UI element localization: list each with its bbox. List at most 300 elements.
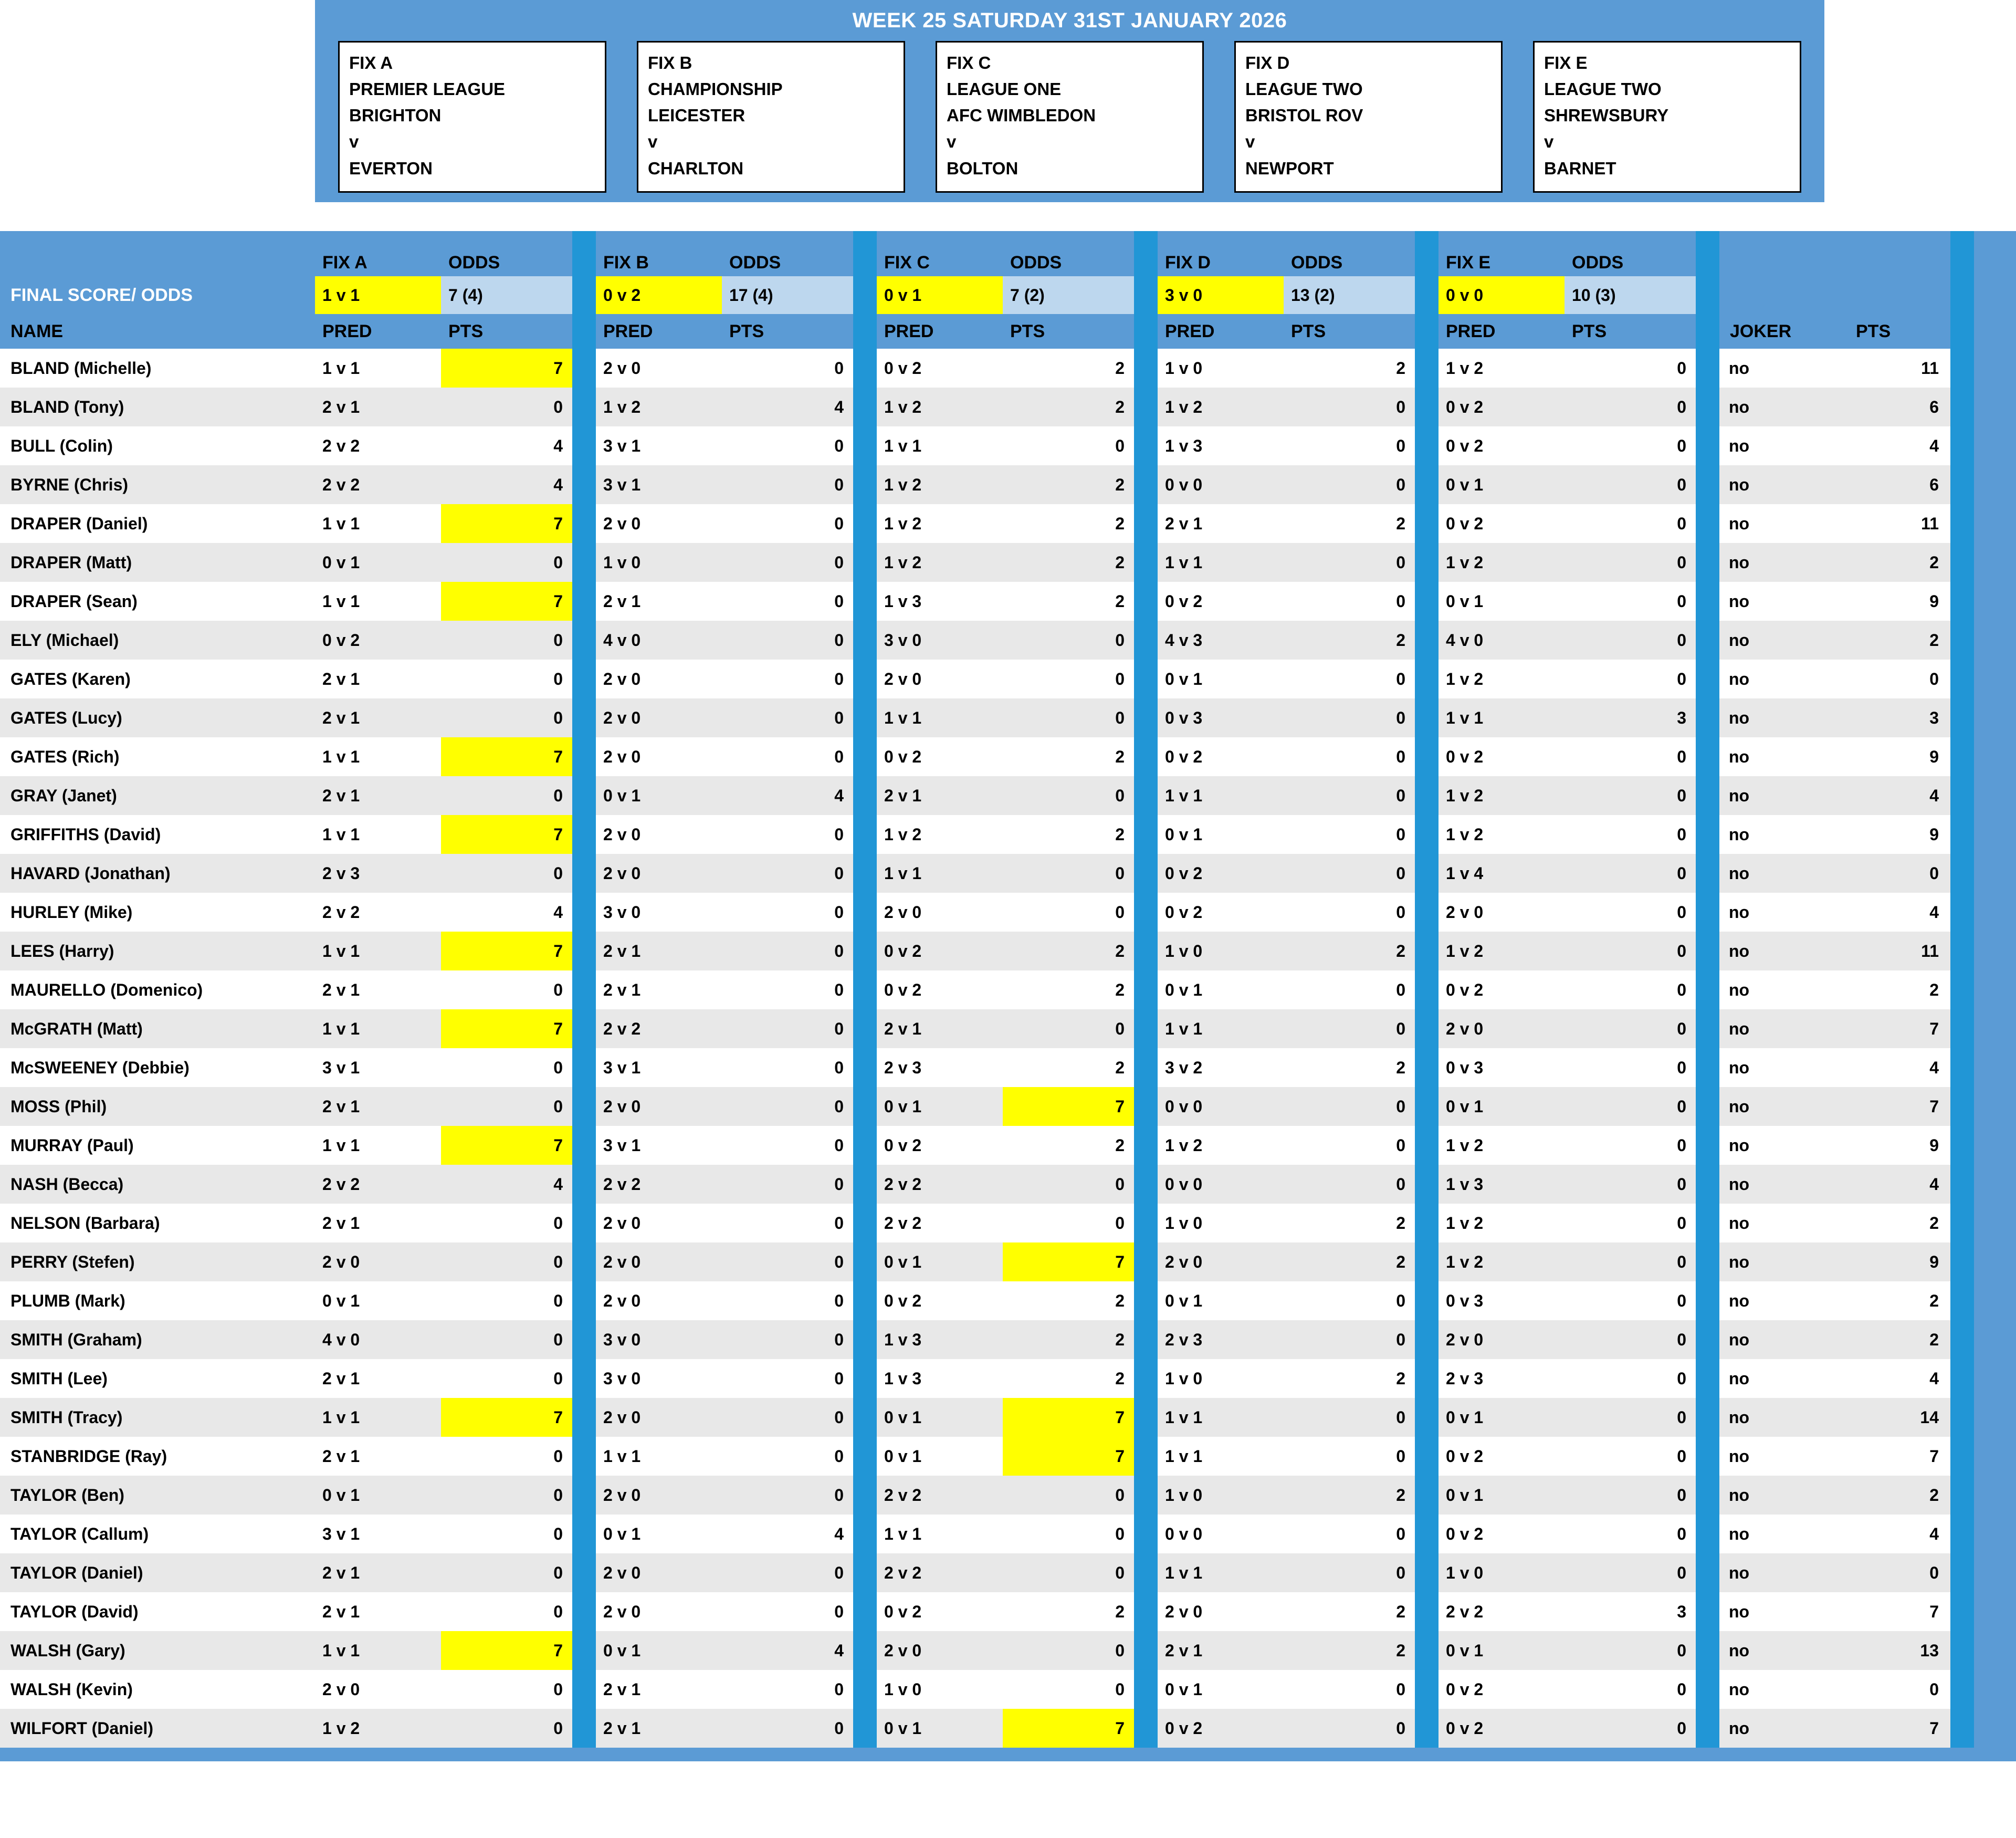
- points-0: 0: [441, 621, 572, 660]
- player-name: TAYLOR (Callum): [0, 1515, 315, 1553]
- table-row[interactable]: [0, 1359, 1974, 1398]
- header-fix-0: FIX A: [315, 231, 441, 276]
- points-4: 0: [1564, 465, 1696, 504]
- panel-edge: [1950, 1204, 1974, 1242]
- points-0: 0: [441, 1242, 572, 1281]
- panel-edge: [1950, 1087, 1974, 1126]
- column-divider: [1696, 349, 1719, 388]
- header-fix-4: FIX E: [1438, 231, 1564, 276]
- points-4: 0: [1564, 1126, 1696, 1165]
- total-points: 9: [1845, 582, 1950, 621]
- prediction-0: 2 v 2: [315, 1165, 441, 1204]
- column-divider: [1696, 932, 1719, 970]
- column-divider: [572, 1087, 596, 1126]
- joker-value: no: [1719, 1670, 1845, 1709]
- points-0: 4: [441, 426, 572, 465]
- column-divider: [1134, 815, 1158, 854]
- column-divider: [572, 1437, 596, 1476]
- prediction-2: 1 v 3: [877, 1320, 1003, 1359]
- fixture-home: BRISTOL ROV: [1245, 106, 1363, 126]
- week-title: WEEK 25 SATURDAY 31ST JANUARY 2026: [852, 9, 1287, 32]
- total-points: 6: [1845, 388, 1950, 426]
- points-0: 0: [441, 660, 572, 698]
- column-divider: [1134, 276, 1158, 314]
- player-name: ELY (Michael): [0, 621, 315, 660]
- table-row[interactable]: [0, 1048, 1974, 1087]
- player-name: PERRY (Stefen): [0, 1242, 315, 1281]
- column-divider: [572, 1359, 596, 1398]
- points-0: 0: [441, 1048, 572, 1087]
- prediction-1: 2 v 1: [596, 1709, 722, 1748]
- prediction-2: 0 v 2: [877, 737, 1003, 776]
- points-0: 0: [441, 1281, 572, 1320]
- table-row[interactable]: [0, 349, 1974, 388]
- table-row[interactable]: [0, 1437, 1974, 1476]
- total-points: 7: [1845, 1087, 1950, 1126]
- panel-edge: [1950, 1670, 1974, 1709]
- prediction-3: 0 v 1: [1158, 815, 1284, 854]
- joker-value: no: [1719, 582, 1845, 621]
- prediction-4: 0 v 1: [1438, 582, 1564, 621]
- column-divider: [853, 737, 877, 776]
- table-row[interactable]: [0, 1592, 1974, 1631]
- column-divider: [572, 231, 596, 276]
- prediction-1: 2 v 0: [596, 349, 722, 388]
- points-1: 0: [722, 854, 853, 893]
- table-row[interactable]: [0, 1709, 1974, 1748]
- prediction-4: 2 v 0: [1438, 893, 1564, 932]
- points-3: 2: [1284, 1204, 1415, 1242]
- points-4: 0: [1564, 932, 1696, 970]
- points-3: 0: [1284, 388, 1415, 426]
- column-divider: [572, 582, 596, 621]
- joker-value: no: [1719, 854, 1845, 893]
- table-row[interactable]: [0, 582, 1974, 621]
- player-name: DRAPER (Sean): [0, 582, 315, 621]
- column-divider: [1696, 231, 1719, 276]
- table-row[interactable]: [0, 1553, 1974, 1592]
- prediction-1: 2 v 0: [596, 1087, 722, 1126]
- final-odds-1: 17 (4): [722, 276, 853, 314]
- column-divider: [1696, 1398, 1719, 1437]
- column-divider: [1415, 1670, 1438, 1709]
- fixture-card-e: [1533, 41, 1801, 193]
- points-3: 2: [1284, 1592, 1415, 1631]
- points-2: 0: [1003, 621, 1134, 660]
- points-4: 0: [1564, 737, 1696, 776]
- prediction-1: 2 v 1: [596, 932, 722, 970]
- points-1: 0: [722, 1476, 853, 1515]
- points-3: 0: [1284, 1515, 1415, 1553]
- column-divider: [1134, 314, 1158, 349]
- points-1: 0: [722, 660, 853, 698]
- column-divider: [1415, 737, 1438, 776]
- column-divider: [853, 1009, 877, 1048]
- column-divider: [853, 1204, 877, 1242]
- header-spacer-joker: [1719, 231, 1845, 276]
- column-divider: [1415, 1709, 1438, 1748]
- table-row[interactable]: [0, 426, 1974, 465]
- prediction-0: 2 v 1: [315, 1359, 441, 1398]
- prediction-2: 2 v 2: [877, 1553, 1003, 1592]
- table-row[interactable]: [0, 1204, 1974, 1242]
- header-pred-4: PRED: [1438, 314, 1564, 349]
- prediction-0: 2 v 1: [315, 776, 441, 815]
- column-divider: [853, 1165, 877, 1204]
- header-pred-1: PRED: [596, 314, 722, 349]
- total-points: 7: [1845, 1009, 1950, 1048]
- header-pred-0: PRED: [315, 314, 441, 349]
- column-divider: [1696, 1320, 1719, 1359]
- column-divider: [572, 1165, 596, 1204]
- column-divider: [572, 426, 596, 465]
- table-row[interactable]: [0, 932, 1974, 970]
- total-points: 14: [1845, 1398, 1950, 1437]
- prediction-2: 2 v 3: [877, 1048, 1003, 1087]
- prediction-4: 1 v 4: [1438, 854, 1564, 893]
- prediction-2: 1 v 2: [877, 504, 1003, 543]
- panel-edge: [1950, 388, 1974, 426]
- final-score-row: [0, 276, 1974, 314]
- column-divider: [1415, 854, 1438, 893]
- points-3: 0: [1284, 1126, 1415, 1165]
- player-name: McSWEENEY (Debbie): [0, 1048, 315, 1087]
- column-divider: [853, 276, 877, 314]
- table-row[interactable]: [0, 543, 1974, 582]
- prediction-1: 3 v 1: [596, 426, 722, 465]
- table-row[interactable]: [0, 970, 1974, 1009]
- column-divider: [1696, 1281, 1719, 1320]
- column-divider: [1134, 1437, 1158, 1476]
- table-row[interactable]: [0, 621, 1974, 660]
- points-4: 0: [1564, 1553, 1696, 1592]
- column-divider: [572, 776, 596, 815]
- prediction-1: 2 v 1: [596, 1670, 722, 1709]
- fixture-versus: v: [1245, 132, 1255, 152]
- predictions-table: [0, 231, 1974, 1748]
- column-divider: [1415, 1320, 1438, 1359]
- column-divider: [1134, 543, 1158, 582]
- prediction-3: 2 v 3: [1158, 1320, 1284, 1359]
- prediction-1: 2 v 0: [596, 1281, 722, 1320]
- table-row[interactable]: [0, 1009, 1974, 1048]
- column-divider: [1696, 737, 1719, 776]
- prediction-1: 2 v 0: [596, 815, 722, 854]
- points-1: 0: [722, 1087, 853, 1126]
- prediction-0: 2 v 0: [315, 1242, 441, 1281]
- prediction-0: 2 v 2: [315, 426, 441, 465]
- points-0: 0: [441, 970, 572, 1009]
- points-4: 0: [1564, 1320, 1696, 1359]
- column-divider: [1415, 1398, 1438, 1437]
- panel-edge: [1950, 1359, 1974, 1398]
- table-row[interactable]: [0, 1515, 1974, 1553]
- column-divider: [853, 621, 877, 660]
- points-2: 2: [1003, 388, 1134, 426]
- prediction-1: 3 v 1: [596, 465, 722, 504]
- column-divider: [1696, 1359, 1719, 1398]
- points-4: 0: [1564, 621, 1696, 660]
- points-2: 2: [1003, 737, 1134, 776]
- points-2: 7: [1003, 1242, 1134, 1281]
- total-points: 0: [1845, 1670, 1950, 1709]
- prediction-2: 2 v 1: [877, 1009, 1003, 1048]
- player-name: BULL (Colin): [0, 426, 315, 465]
- points-1: 0: [722, 970, 853, 1009]
- player-name: DRAPER (Matt): [0, 543, 315, 582]
- column-divider: [1134, 1359, 1158, 1398]
- fixture-code: FIX C: [947, 53, 991, 72]
- prediction-3: 1 v 1: [1158, 1437, 1284, 1476]
- points-2: 2: [1003, 1126, 1134, 1165]
- prediction-4: 0 v 1: [1438, 1631, 1564, 1670]
- points-3: 2: [1284, 349, 1415, 388]
- player-name: STANBRIDGE (Ray): [0, 1437, 315, 1476]
- prediction-1: 3 v 0: [596, 1359, 722, 1398]
- points-3: 0: [1284, 426, 1415, 465]
- prediction-2: 3 v 0: [877, 621, 1003, 660]
- column-divider: [1696, 582, 1719, 621]
- points-0: 4: [441, 1165, 572, 1204]
- player-name: MAURELLO (Domenico): [0, 970, 315, 1009]
- table-row[interactable]: [0, 388, 1974, 426]
- prediction-2: 0 v 2: [877, 349, 1003, 388]
- header-fix-3: FIX D: [1158, 231, 1284, 276]
- prediction-1: 0 v 1: [596, 776, 722, 815]
- prediction-1: 2 v 2: [596, 1009, 722, 1048]
- column-divider: [1134, 1476, 1158, 1515]
- points-2: 2: [1003, 1592, 1134, 1631]
- prediction-4: 1 v 2: [1438, 932, 1564, 970]
- total-points: 6: [1845, 465, 1950, 504]
- points-0: 0: [441, 854, 572, 893]
- joker-value: no: [1719, 1126, 1845, 1165]
- panel-edge: [1950, 698, 1974, 737]
- column-divider: [853, 314, 877, 349]
- table-row[interactable]: [0, 1631, 1974, 1670]
- prediction-4: 0 v 2: [1438, 737, 1564, 776]
- column-divider: [853, 543, 877, 582]
- column-divider: [1696, 388, 1719, 426]
- column-divider: [1134, 737, 1158, 776]
- player-name: WALSH (Gary): [0, 1631, 315, 1670]
- table-row[interactable]: [0, 893, 1974, 932]
- table-row[interactable]: [0, 854, 1974, 893]
- fixture-home: SHREWSBURY: [1544, 106, 1669, 126]
- table-row[interactable]: [0, 1087, 1974, 1126]
- prediction-4: 4 v 0: [1438, 621, 1564, 660]
- prediction-0: 4 v 0: [315, 1320, 441, 1359]
- points-0: 0: [441, 1592, 572, 1631]
- prediction-1: 2 v 0: [596, 504, 722, 543]
- column-divider: [572, 932, 596, 970]
- prediction-0: 1 v 1: [315, 1009, 441, 1048]
- fixture-card-b: [637, 41, 905, 193]
- column-divider: [1415, 1281, 1438, 1320]
- points-2: 2: [1003, 465, 1134, 504]
- prediction-1: 0 v 1: [596, 1515, 722, 1553]
- prediction-0: 2 v 1: [315, 1204, 441, 1242]
- points-2: 0: [1003, 1553, 1134, 1592]
- column-divider: [1415, 776, 1438, 815]
- points-3: 0: [1284, 1670, 1415, 1709]
- table-row[interactable]: [0, 1476, 1974, 1515]
- points-1: 0: [722, 1048, 853, 1087]
- joker-value: no: [1719, 1204, 1845, 1242]
- joker-value: no: [1719, 1592, 1845, 1631]
- fixture-away: BOLTON: [947, 158, 1018, 178]
- column-divider: [1415, 543, 1438, 582]
- points-2: 0: [1003, 854, 1134, 893]
- prediction-3: 4 v 3: [1158, 621, 1284, 660]
- final-score-4: 0 v 0: [1438, 276, 1564, 314]
- player-name: GRAY (Janet): [0, 776, 315, 815]
- points-0: 7: [441, 1126, 572, 1165]
- points-0: 4: [441, 893, 572, 932]
- column-divider: [1134, 465, 1158, 504]
- table-row[interactable]: [0, 776, 1974, 815]
- column-divider: [1696, 276, 1719, 314]
- table-row[interactable]: [0, 1126, 1974, 1165]
- prediction-2: 0 v 1: [877, 1242, 1003, 1281]
- column-divider: [1696, 1048, 1719, 1087]
- header-pred-2: PRED: [877, 314, 1003, 349]
- fixture-versus: v: [349, 132, 359, 152]
- column-divider: [1696, 314, 1719, 349]
- table-row[interactable]: [0, 660, 1974, 698]
- total-points: 9: [1845, 815, 1950, 854]
- points-1: 0: [722, 582, 853, 621]
- points-0: 0: [441, 1359, 572, 1398]
- joker-value: no: [1719, 1398, 1845, 1437]
- prediction-2: 1 v 2: [877, 465, 1003, 504]
- joker-value: no: [1719, 1281, 1845, 1320]
- joker-value: no: [1719, 1320, 1845, 1359]
- points-0: 0: [441, 1437, 572, 1476]
- prediction-3: 1 v 0: [1158, 1204, 1284, 1242]
- final-score-1: 0 v 2: [596, 276, 722, 314]
- prediction-4: 0 v 2: [1438, 970, 1564, 1009]
- prediction-4: 0 v 2: [1438, 1709, 1564, 1748]
- column-divider: [1134, 388, 1158, 426]
- column-divider: [853, 1631, 877, 1670]
- header-fix-1: FIX B: [596, 231, 722, 276]
- total-points: 13: [1845, 1631, 1950, 1670]
- column-divider: [853, 1126, 877, 1165]
- column-divider: [572, 970, 596, 1009]
- column-divider: [853, 1359, 877, 1398]
- column-divider: [853, 1320, 877, 1359]
- prediction-3: 2 v 0: [1158, 1242, 1284, 1281]
- prediction-3: 1 v 1: [1158, 1398, 1284, 1437]
- total-points: 2: [1845, 970, 1950, 1009]
- joker-value: no: [1719, 1709, 1845, 1748]
- prediction-2: 1 v 3: [877, 1359, 1003, 1398]
- column-divider: [572, 1515, 596, 1553]
- points-2: 0: [1003, 426, 1134, 465]
- prediction-3: 0 v 0: [1158, 1165, 1284, 1204]
- column-divider: [853, 932, 877, 970]
- header-total-pts: PTS: [1845, 314, 1950, 349]
- column-divider: [572, 1592, 596, 1631]
- column-divider: [853, 349, 877, 388]
- points-3: 0: [1284, 1553, 1415, 1592]
- panel-edge: [1950, 970, 1974, 1009]
- points-0: 0: [441, 776, 572, 815]
- prediction-1: 2 v 0: [596, 1242, 722, 1281]
- prediction-1: 2 v 1: [596, 582, 722, 621]
- column-divider: [1134, 932, 1158, 970]
- prediction-1: 1 v 2: [596, 388, 722, 426]
- joker-value: no: [1719, 349, 1845, 388]
- column-divider: [1134, 1553, 1158, 1592]
- fixture-home: AFC WIMBLEDON: [947, 106, 1096, 126]
- column-divider: [1415, 932, 1438, 970]
- points-1: 0: [722, 893, 853, 932]
- final-score-2: 0 v 1: [877, 276, 1003, 314]
- column-divider: [853, 231, 877, 276]
- joker-value: no: [1719, 660, 1845, 698]
- prediction-3: 0 v 3: [1158, 698, 1284, 737]
- column-divider: [853, 660, 877, 698]
- prediction-0: 1 v 1: [315, 504, 441, 543]
- table-row[interactable]: [0, 504, 1974, 543]
- prediction-0: 1 v 1: [315, 1398, 441, 1437]
- prediction-1: 2 v 2: [596, 1165, 722, 1204]
- prediction-0: 0 v 1: [315, 543, 441, 582]
- prediction-4: 0 v 2: [1438, 1437, 1564, 1476]
- column-divider: [1134, 1009, 1158, 1048]
- panel-edge: [1950, 1281, 1974, 1320]
- prediction-4: 0 v 3: [1438, 1281, 1564, 1320]
- column-divider: [1696, 1670, 1719, 1709]
- points-3: 0: [1284, 660, 1415, 698]
- points-1: 0: [722, 698, 853, 737]
- column-divider: [1134, 426, 1158, 465]
- prediction-1: 2 v 0: [596, 1553, 722, 1592]
- total-points: 9: [1845, 1126, 1950, 1165]
- table-row[interactable]: [0, 1320, 1974, 1359]
- table-row[interactable]: [0, 1398, 1974, 1437]
- prediction-2: 2 v 2: [877, 1476, 1003, 1515]
- fixture-cards: [315, 41, 1824, 193]
- column-divider: [1696, 465, 1719, 504]
- table-row[interactable]: [0, 1281, 1974, 1320]
- points-1: 0: [722, 1670, 853, 1709]
- points-3: 2: [1284, 1048, 1415, 1087]
- table-row[interactable]: [0, 1242, 1974, 1281]
- prediction-0: 1 v 1: [315, 1631, 441, 1670]
- table-row[interactable]: [0, 465, 1974, 504]
- points-2: 2: [1003, 1281, 1134, 1320]
- joker-value: no: [1719, 893, 1845, 932]
- points-1: 0: [722, 1320, 853, 1359]
- prediction-0: 1 v 1: [315, 349, 441, 388]
- column-divider: [1134, 349, 1158, 388]
- table-row[interactable]: [0, 698, 1974, 737]
- points-2: 2: [1003, 815, 1134, 854]
- points-4: 0: [1564, 854, 1696, 893]
- table-row[interactable]: [0, 815, 1974, 854]
- prediction-3: 0 v 1: [1158, 1670, 1284, 1709]
- column-divider: [1134, 1631, 1158, 1670]
- table-row[interactable]: [0, 1165, 1974, 1204]
- points-4: 0: [1564, 1009, 1696, 1048]
- table-row[interactable]: [0, 737, 1974, 776]
- table-header-fixtures: [0, 231, 1974, 276]
- prediction-0: 2 v 2: [315, 465, 441, 504]
- table-row[interactable]: [0, 1670, 1974, 1709]
